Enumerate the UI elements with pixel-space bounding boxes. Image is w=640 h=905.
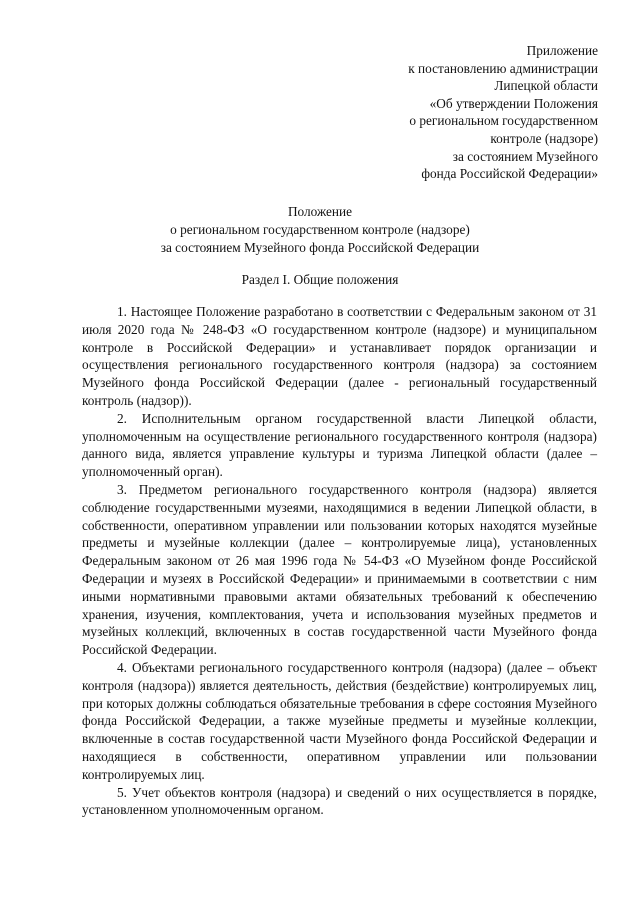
paragraph-5: 5. Учет объектов контроля (надзора) и сведений о них осуществляется в порядке, установленном уполномоченным органом. (82, 784, 597, 818)
appendix-line: к постановлению администрации (408, 60, 598, 76)
document-body (82, 303, 597, 819)
appendix-line: «Об утверждении Положения (429, 95, 598, 111)
appendix-line: о региональном государственном (409, 113, 598, 129)
appendix-line: за состоянием Музейного (452, 148, 598, 164)
appendix-block (298, 42, 598, 183)
appendix-line: Приложение (526, 43, 598, 58)
appendix-line: фонда Российской Федерации» (421, 166, 598, 182)
appendix-line: контроле (надзоре) (490, 130, 598, 146)
paragraph-1: 1. Настоящее Положение разработано в соответствии с Федеральным законом от 31 июля 2020 года № 248-ФЗ «О государственном контроле (надзоре) и муниципальном контроле в Российской Федерации» и устанавливает порядок организации и осуществления регионального государственного контроля (надзора) за состоянием Музейного фонда Российской Федерации (далее - региональный государственный контроль (надзор)). (82, 304, 597, 408)
paragraph-2: 2. Исполнительным органом государственной власти Липецкой области, уполномоченным на осуществление регионального государственного контроля (надзора) данного вида, является управление культуры и туризма Липецкой области (далее – уполномоченный орган). (82, 410, 597, 480)
section-heading: Раздел I. Общие положения (241, 272, 399, 287)
title-line: о региональном государственном контроле (надзоре) (170, 222, 470, 237)
paragraph-4: 4. Объектами регионального государственного контроля (надзора) (далее – объект контроля (надзора)) является деятельность, действия (бездействие) контролируемых лиц, при которых должны соблюдаться обязательные требования в сфере состояния Музейного фонда Российской Федерации, а также музейные предметы и музейные коллекции, включенные в состав государственной части Музейного фонда Российской Федерации и находящиеся в собственности, оперативном управлении или пользовании контролируемых лиц. (82, 659, 597, 782)
title-line: Положение (287, 204, 353, 219)
title-line: за состоянием Музейного фонда Российской Федерации (160, 240, 480, 255)
appendix-line: Липецкой области (494, 78, 598, 94)
document-title (0, 203, 640, 257)
paragraph-3: 3. Предметом регионального государственного контроля (надзора) является соблюдение государственными музеями, находящимися в ведении Липецкой области, в собственности, оперативном управлении или пользовании которых находятся музейные предметы и музейные коллекции (далее – контролируемые лица), установленных Федеральным законом от 26 мая 1996 года № 54-ФЗ «О Музейном фонде Российской Федерации и музеях в Российской Федерации» и принимаемыми в соответствии с ним иными нормативными правовыми актами обязательных требований к обеспечению хранения, изучения, комплектования, учета и использования музейных предметов и музейных коллекций, включенных в состав государственной части Музейного фонда Российской Федерации. (82, 481, 597, 658)
